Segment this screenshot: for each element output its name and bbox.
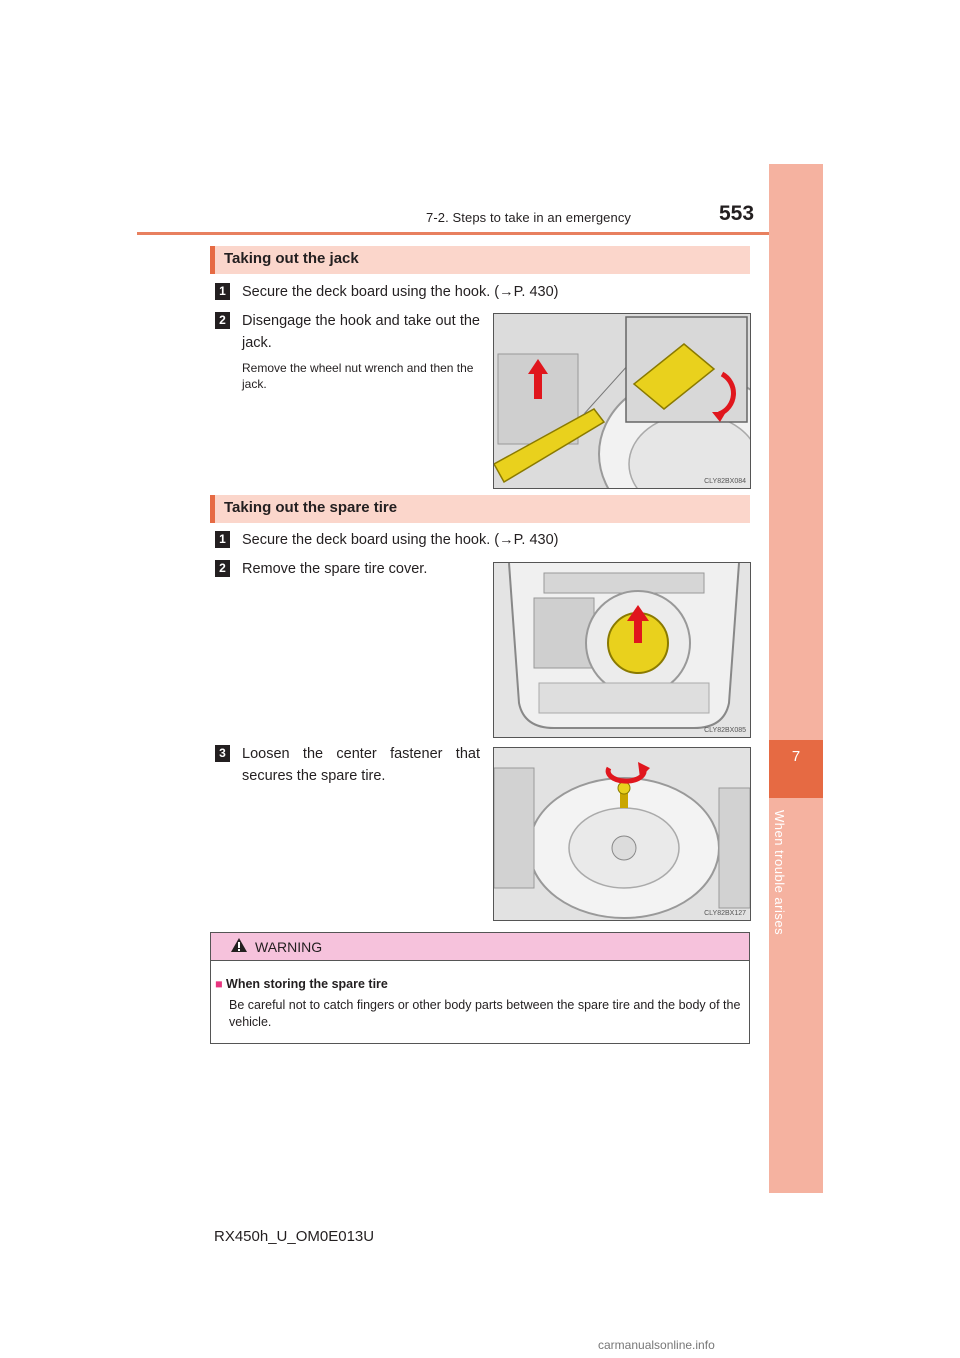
trunk-illustration [494, 563, 750, 737]
step-text: Loosen the center fastener that secures the spare tire. [242, 746, 480, 784]
chapter-title: When trouble arises [772, 810, 787, 936]
warning-item-title [215, 977, 388, 991]
step-badge: 1 [215, 531, 230, 548]
figure-center-fastener [493, 747, 751, 921]
tire-illustration [494, 748, 750, 920]
step-text: Secure the deck board using the hook. (→P. 430) [242, 532, 559, 548]
step-badge: 1 [215, 283, 230, 300]
running-header-title: 7-2. Steps to take in an emergency [426, 210, 632, 225]
chapter-number: 7 [791, 748, 801, 765]
step-badge: 2 [215, 312, 230, 329]
figure-code: CLY82BX085 [704, 727, 746, 734]
figure-code: CLY82BX084 [704, 478, 746, 485]
figure-jack [493, 313, 751, 489]
header-rule [137, 232, 823, 235]
chapter-title-vertical [772, 810, 800, 940]
step-note: Remove the wheel nut wrench and then the jack. [242, 361, 474, 391]
step-text: Remove the spare tire cover. [242, 561, 428, 577]
section-heading-spare-tire [210, 495, 750, 523]
warning-item-body: Be careful not to catch fingers or other body parts between the spare tire and the body of the vehicle. [229, 998, 741, 1029]
step-badge: 3 [215, 745, 230, 762]
chapter-side-tab [769, 164, 823, 1193]
warning-label: WARNING [255, 939, 323, 955]
step-badge: 2 [215, 560, 230, 577]
step-text: Disengage the hook and take out the jack. [242, 313, 480, 351]
step-text: Secure the deck board using the hook. (→P. 430) [242, 284, 559, 300]
warning-triangle-icon [230, 937, 248, 953]
section-heading-text: Taking out the jack [224, 250, 359, 267]
figure-spare-tire-cover [493, 562, 751, 738]
figure-code: CLY82BX127 [704, 910, 746, 917]
section-heading-jack [210, 246, 750, 274]
jack-illustration [494, 314, 750, 488]
page-number: 553 [719, 202, 755, 225]
footer-manual-code: RX450h_U_OM0E013U [214, 1228, 375, 1245]
section-heading-text: Taking out the spare tire [224, 499, 398, 516]
warning-item-title-text: When storing the spare tire [226, 977, 388, 991]
watermark: carmanualsonline.info [598, 1338, 715, 1352]
warning-bullet-icon: ■ [215, 977, 223, 991]
